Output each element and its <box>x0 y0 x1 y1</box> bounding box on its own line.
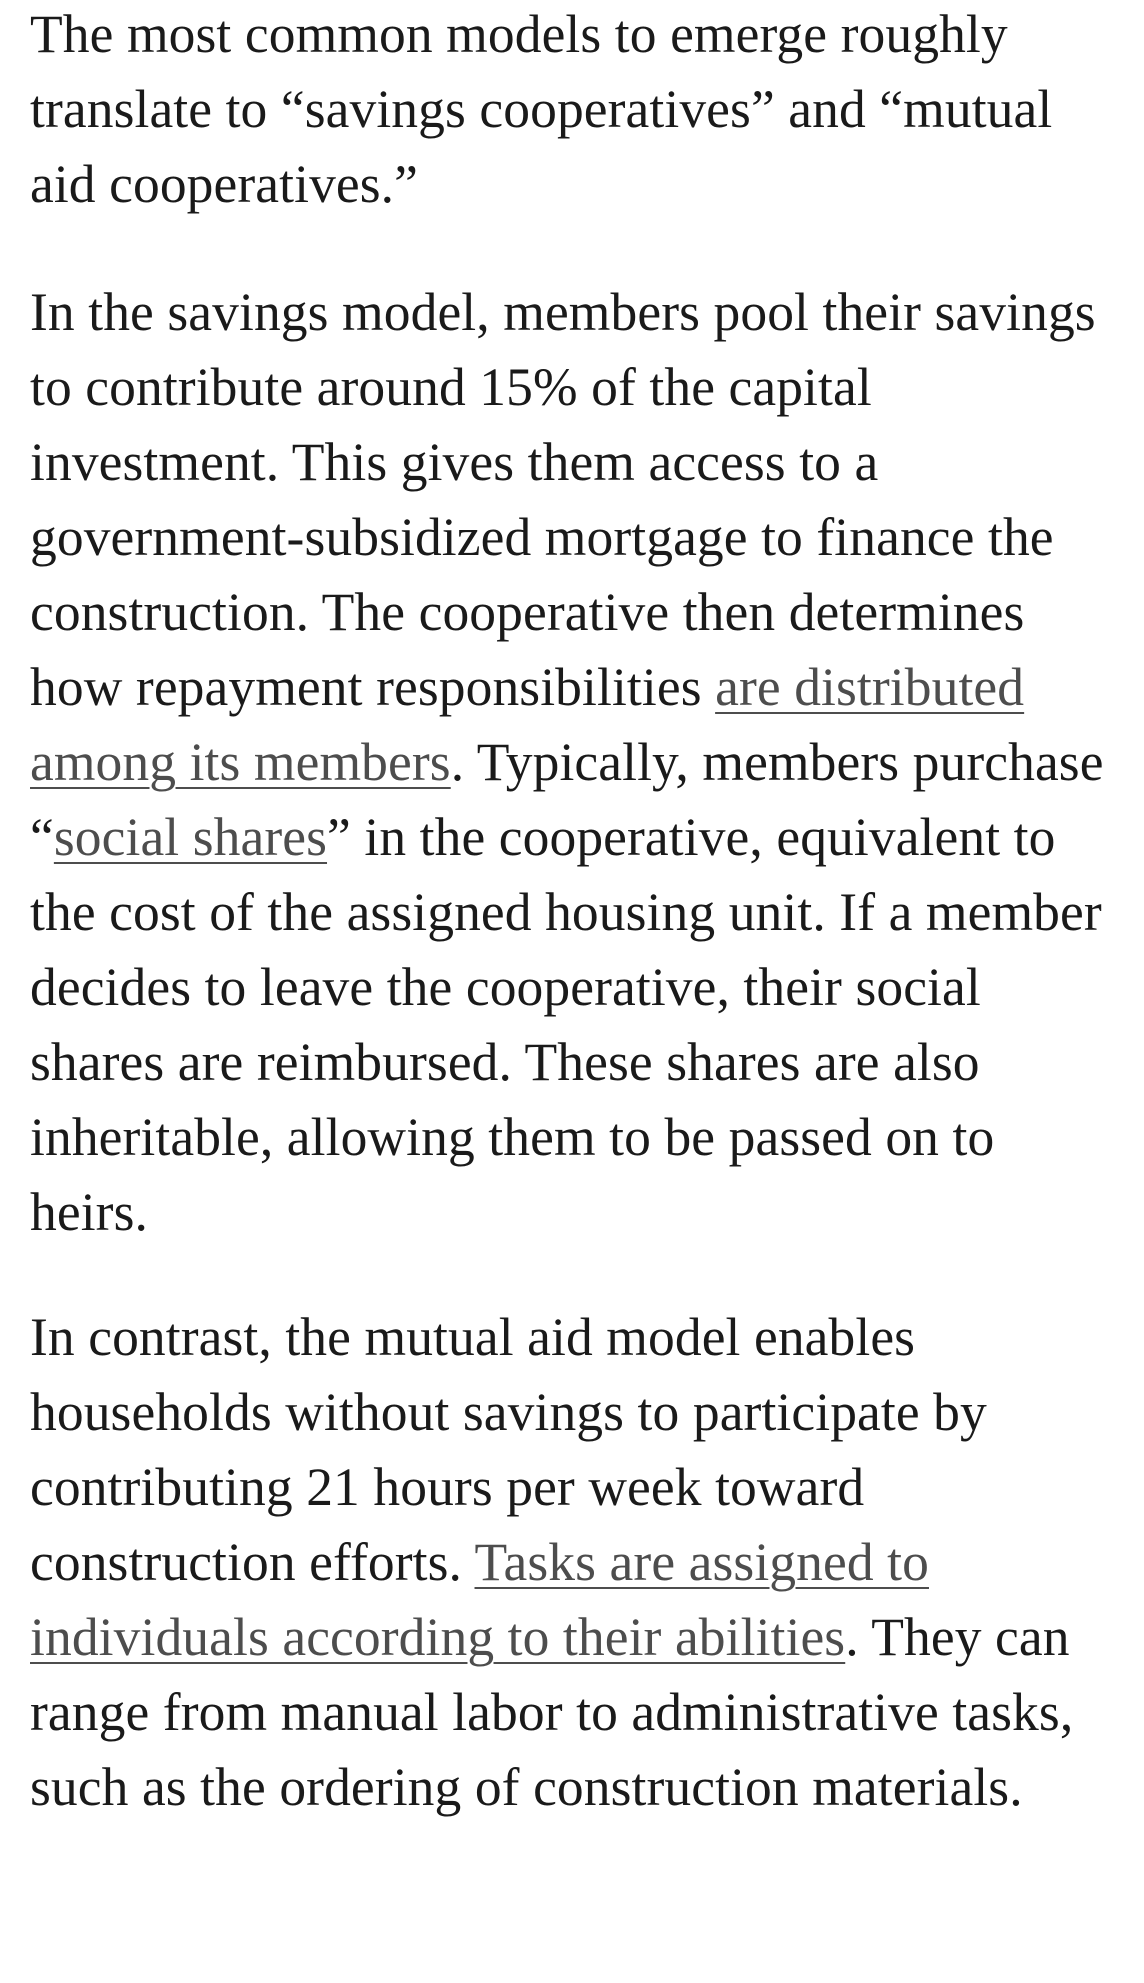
paragraph-text: ” in the cooperative, equivalent to the cost of the assigned housing unit. If a member decides to leave the cooperative, their social shares are reimbursed. These shares are also inheritable, allowing them to be passed on to heirs. <box>30 807 1102 1242</box>
bottom-fade-overlay <box>0 1943 1144 1983</box>
link-distributed-among-members[interactable]: are distributed among its members <box>30 657 1025 792</box>
paragraph-text: The most common models to emerge roughly translate to “savings cooperatives” and “mutual aid cooperatives.” <box>30 4 1053 214</box>
link-social-shares[interactable]: social shares <box>53 807 328 867</box>
link-tasks-assigned[interactable]: Tasks are assigned to individuals according to their abilities <box>30 1532 929 1667</box>
article-body <box>30 0 1120 1875</box>
paragraph-savings-model <box>30 275 1120 1250</box>
paragraph-intro <box>30 0 1120 222</box>
paragraph-mutual-aid-model <box>30 1300 1120 1825</box>
paragraph-text: . Typically, members purchase “ <box>30 732 1104 867</box>
paragraph-text: In contrast, the mutual aid model enables households without savings to participate by contributing 21 hours per week toward construction efforts. <box>30 1307 987 1592</box>
paragraph-text: . They can range from manual labor to administrative tasks, such as the ordering of construction materials. <box>30 1607 1074 1817</box>
paragraph-text: In the savings model, members pool their savings to contribute around 15% of the capital investment. This gives them access to a government-subsidized mortgage to finance the construction. The cooperative then determines how repayment responsibilities <box>30 282 1096 717</box>
